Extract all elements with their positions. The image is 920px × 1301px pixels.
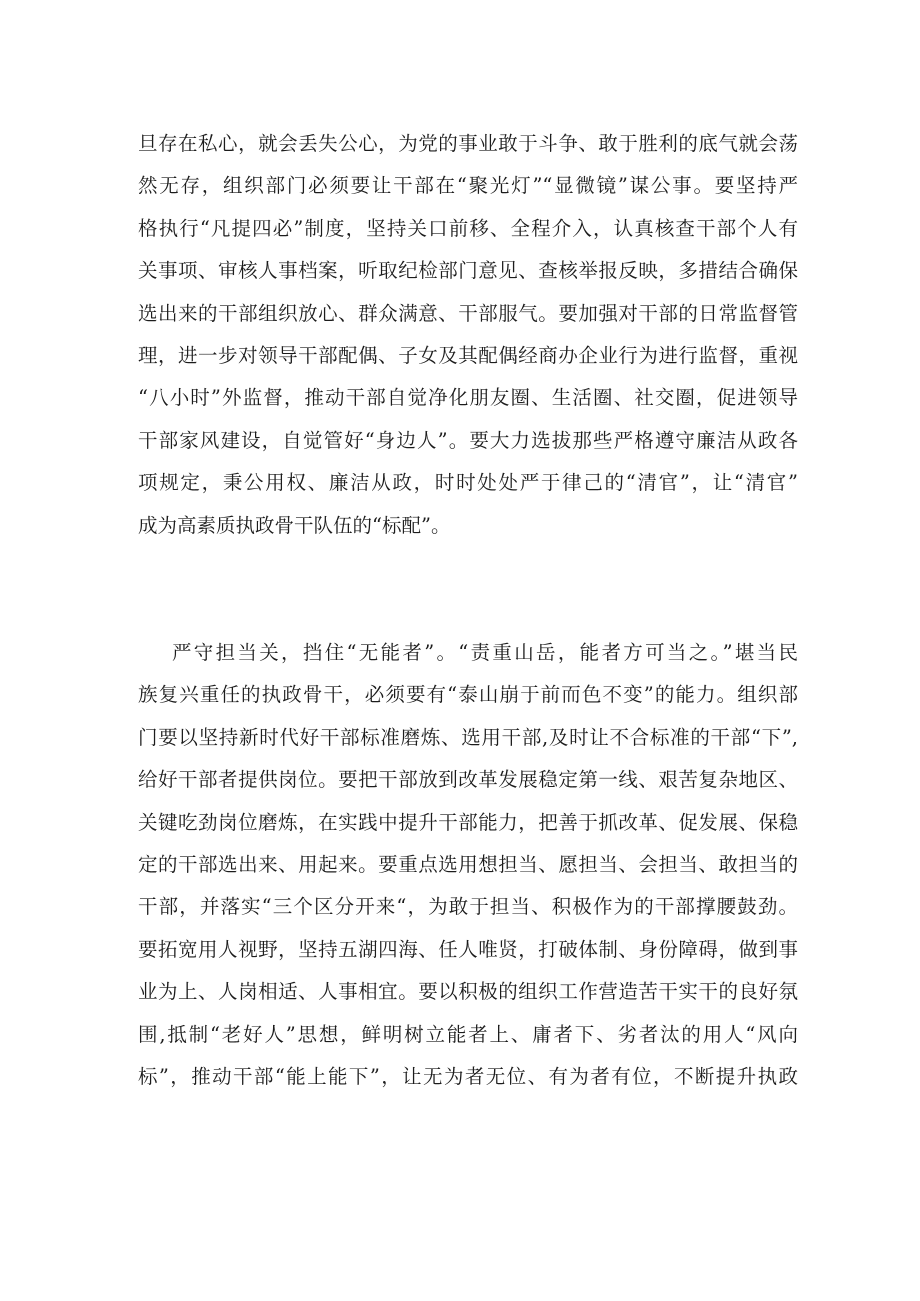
text-line: 关键吃劲岗位磨炼，在实践中提升干部能力，把善于抓改革、促发展、保稳	[138, 810, 798, 834]
text-line: 项规定，秉公用权、廉洁从政，时时处处严于律己的“清官”，让“清官”	[138, 471, 798, 495]
text-line: 门要以坚持新时代好干部标准磨炼、选用干部,及时让不合标准的干部“下”,	[138, 725, 798, 749]
paragraph-1	[138, 123, 798, 547]
text-line: 选出来的干部组织放心、群众满意、干部服气。要加强对干部的日常监督管	[138, 301, 798, 325]
text-line: 理，进一步对领导干部配偶、子女及其配偶经商办企业行为进行监督，重视	[138, 343, 798, 367]
text-line: 族复兴重任的执政骨干，必须要有“泰山崩于前而色不变”的能力。组织部	[138, 683, 798, 707]
text-line: 旦存在私心，就会丢失公心，为党的事业敢于斗争、敢于胜利的底气就会荡	[138, 132, 798, 155]
text-line: 成为高素质执政骨干队伍的“标配”。	[138, 513, 451, 537]
paragraph-2	[138, 632, 798, 1098]
text-line: 围,抵制“老好人”思想，鲜明树立能者上、庸者下、劣者汰的用人“风向	[138, 1022, 798, 1046]
text-line: 干部，并落实“三个区分开来“，为敢于担当、积极作为的干部撑腰鼓劲。	[138, 895, 798, 919]
text-line: 严守担当关，挡住“无能者”。“责重山岳，能者方可当之。”堪当民	[172, 641, 798, 664]
text-line: 业为上、人岗相适、人事相宜。要以积极的组织工作营造苦干实干的良好氛	[138, 980, 798, 1004]
text-line: 定的干部选出来、用起来。要重点选用想担当、愿担当、会担当、敢担当的	[138, 852, 798, 876]
text-line: 干部家风建设，自觉管好“身边人”。要大力选拔那些严格遵守廉洁从政各	[138, 428, 798, 452]
text-line: 然无存，组织部门必须要让干部在“聚光灯”“显微镜”谋公事。要坚持严	[138, 174, 798, 198]
text-line: 要拓宽用人视野，坚持五湖四海、任人唯贤，打破体制、身份障碍，做到事	[138, 937, 798, 961]
text-line: 关事项、审核人事档案，听取纪检部门意见、查核举报反映，多措结合确保	[138, 259, 798, 283]
text-line: 标”，推动干部“能上能下”，让无为者无位、有为者有位，不断提升执政	[138, 1064, 798, 1088]
text-line: “八小时”外监督，推动干部自觉净化朋友圈、生活圈、社交圈，促进领导	[138, 386, 798, 410]
text-line: 格执行“凡提四必”制度，坚持关口前移、全程介入，认真核查干部个人有	[138, 216, 798, 240]
text-line: 给好干部者提供岗位。要把干部放到改革发展稳定第一线、艰苦复杂地区、	[138, 768, 798, 792]
